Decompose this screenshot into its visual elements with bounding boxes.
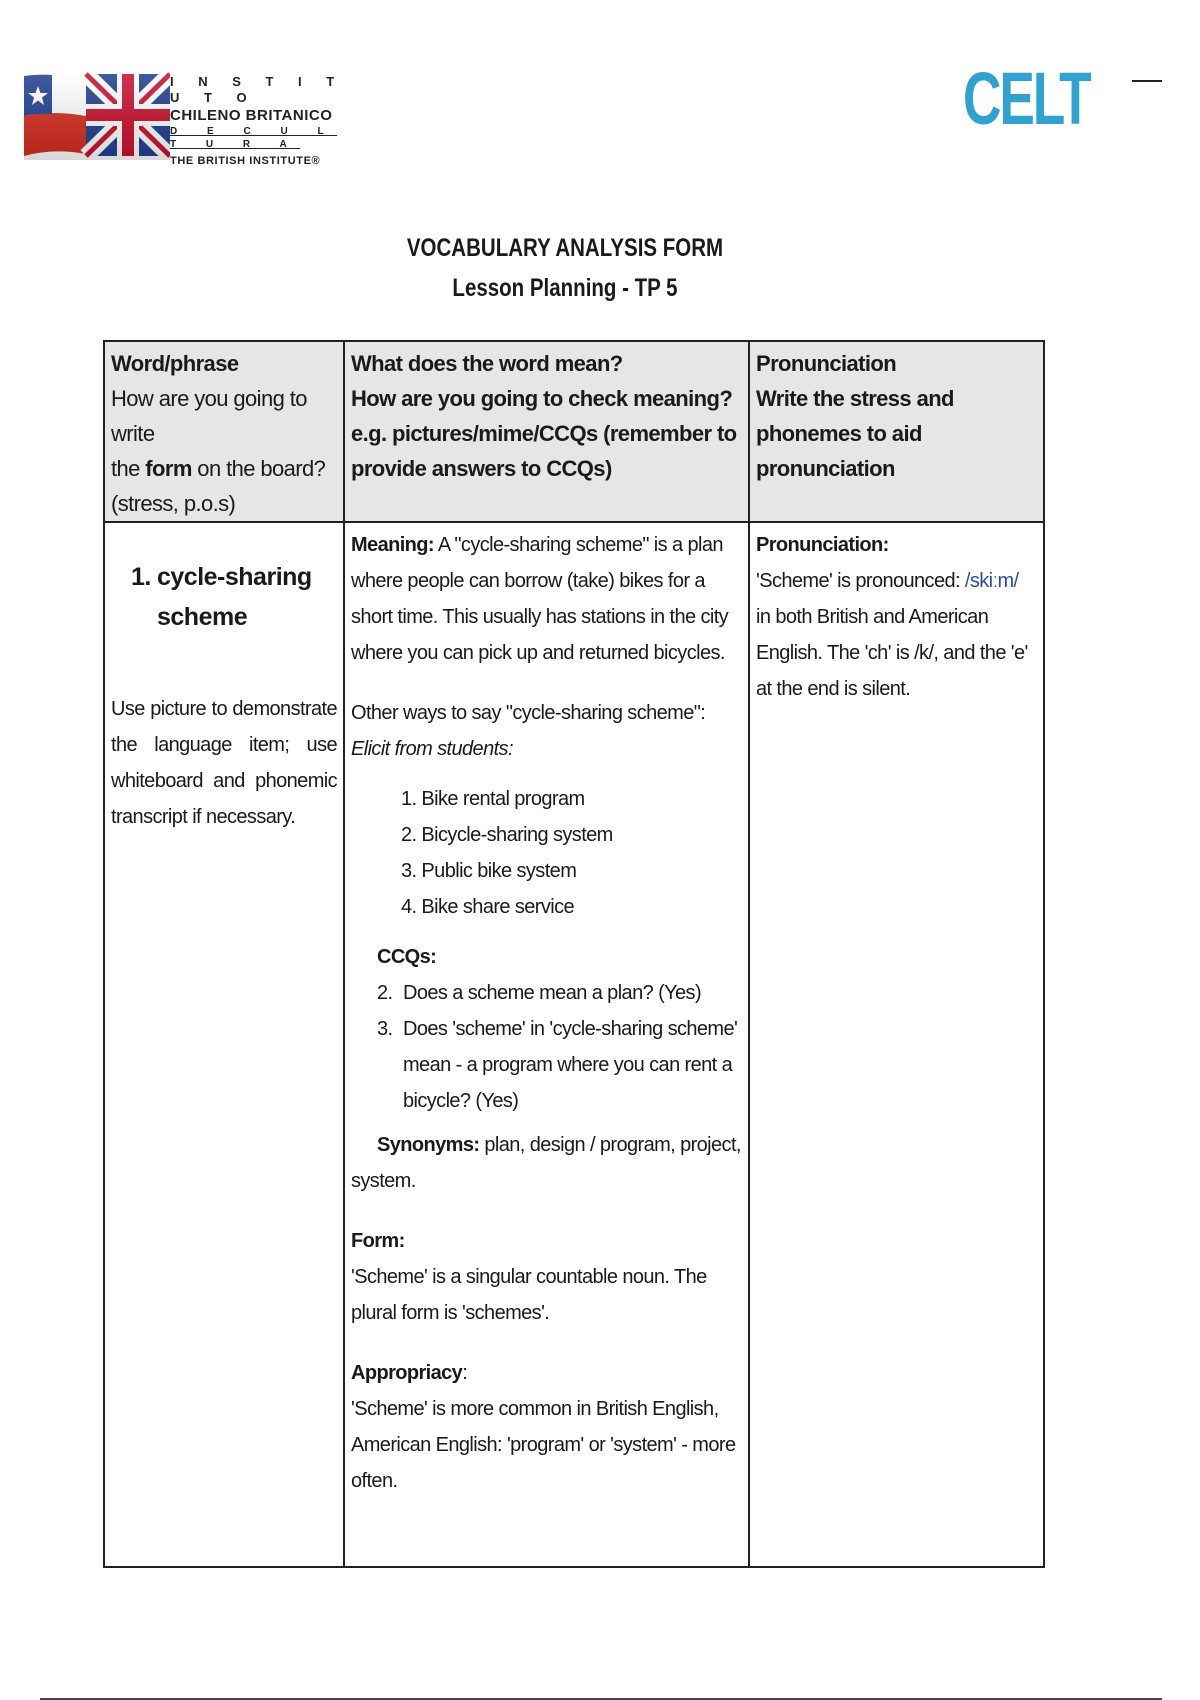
synonyms: Synonyms: plan, design / program, project, system. [351,1134,741,1192]
col2-subheading: How are you going to check meaning? e.g. pictures/mime/CCQs (remember to provide answers to CCQs) [351,386,737,481]
col3-subheading: Write the stress and phonemes to aid pronunciation [756,386,954,481]
meaning-cell [344,522,749,1567]
chile-uk-flag-icon [24,70,170,160]
page-title [0,228,1130,308]
header-cell-word [104,341,344,522]
target-word [131,557,343,637]
institute-name [170,74,350,171]
ccq-item: 2. Does a scheme mean a plan? (Yes) [377,982,702,1004]
header-cell-meaning [344,341,749,522]
institute-line4: THE BRITISH INSTITUTE® [170,155,321,167]
other-ways-intro: Other ways to say "cycle-sharing scheme": Elicit from students: [351,702,706,760]
pronunciation-cell [749,522,1044,1567]
form-section: Form: 'Scheme' is a singular countable noun. The plural form is 'schemes'. [351,1230,707,1324]
vocabulary-table [103,340,1045,1568]
word-number: 1. [131,563,151,591]
word-cell [104,522,344,1567]
celt-logo: CELT [963,57,1090,140]
appropriacy-section: Appropriacy: 'Scheme' is more common in British English, American English: 'program' or 'system' - more often. [351,1362,736,1492]
page-dash [1132,80,1162,82]
col1-heading: Word/phrase [111,351,239,376]
col1-line2: How are you going to write [111,386,307,446]
table-header-row [104,341,1044,522]
col2-heading: What does the word mean? [351,351,623,376]
list-item: 4. Bike share service [401,896,575,918]
ccq-item: 3. Does 'scheme' in 'cycle-sharing scheme' mean - a program where you can rent a bicycle? (Yes) [377,1018,738,1112]
table-row [104,522,1044,1567]
form-subtitle: Lesson Planning - TP 5 [452,274,678,302]
other-ways-list [401,781,742,925]
institute-line2: CHILENO BRITANICO [170,107,333,124]
institute-line3: D E C U L T U R A [170,126,338,150]
form-title: VOCABULARY ANALYSIS FORM [406,234,724,262]
institute-line1: I N S T I T U T O [170,74,345,105]
institute-logo [24,70,344,166]
list-item: 3. Public bike system [401,860,577,882]
col1-line4: (stress, p.o.s) [111,491,236,516]
ccq-label: CCQs: [377,946,437,968]
col3-heading: Pronunciation [756,351,897,376]
word-line2: scheme [157,603,248,631]
word-note: Use picture to demonstrate the language item; use whiteboard and phonemic transcript if necessary. [111,698,337,828]
pronunciation-text: 'Scheme' is pronounced: /skiːm/ in both British and American English. The 'ch' is /k/, and the 'e' at the end is silent. [756,570,1028,700]
list-item: 1. Bike rental program [401,788,585,810]
col1-line3: the form on the board? [111,456,326,481]
list-item: 2. Bicycle-sharing system [401,824,613,846]
word-line1: cycle-sharing [157,563,312,591]
meaning-text: Meaning: A "cycle-sharing scheme" is a plan where people can borrow (take) bikes for a short time. This usually has stations in the city where you can pick up and returned bicycles. [351,534,729,664]
pronunciation-label: Pronunciation: [756,534,889,556]
header-cell-pronunciation [749,341,1044,522]
